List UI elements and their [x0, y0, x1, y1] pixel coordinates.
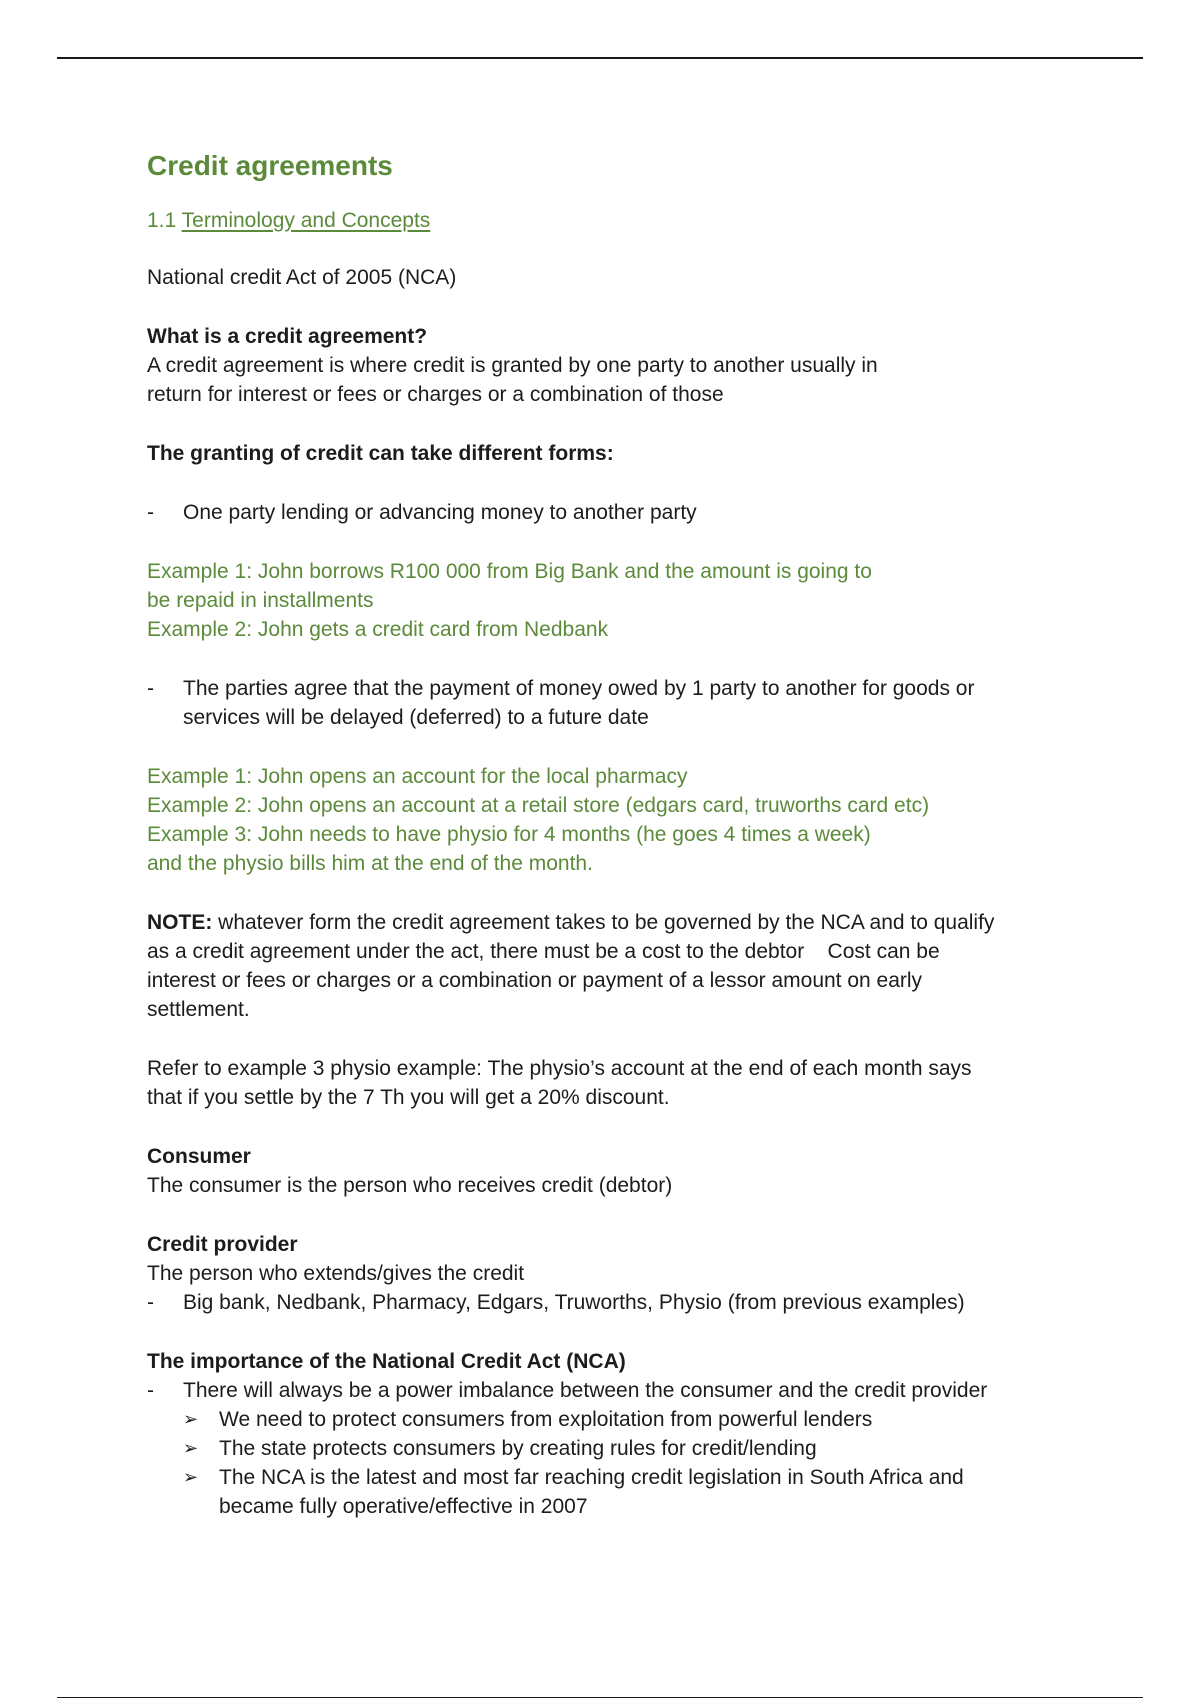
dash-marker: - [147, 1291, 154, 1314]
note-text: whatever form the credit agreement takes to be governed by the NCA and to qualify [212, 911, 995, 934]
example-line: be repaid in installments [147, 589, 374, 612]
subitem-text: became fully operative/effective in 2007 [219, 1495, 588, 1518]
section-title: Terminology and Concepts [181, 209, 431, 232]
importance-subitem [147, 1434, 1047, 1463]
consumer-block [147, 1142, 1047, 1200]
example-line: Example 3: John needs to have physio for 4 months (he goes 4 times a week) [147, 823, 871, 846]
note-line: interest or fees or charges or a combination or payment of a lessor amount on early [147, 969, 923, 992]
importance-block [147, 1347, 1047, 1521]
importance-subitem [147, 1463, 1047, 1521]
example-line: Example 1: John borrows R100 000 from Big Bank and the amount is going to [147, 560, 872, 583]
form2-examples [147, 762, 1047, 878]
document-page [147, 148, 1047, 1521]
form-item-text: services will be delayed (deferred) to a future date [183, 706, 649, 729]
example-line: Example 2: John opens an account at a retail store (edgars card, truworths card etc) [147, 794, 930, 817]
definition-block [147, 322, 1047, 409]
subitem-text: The NCA is the latest and most far reaching credit legislation in South Africa and [219, 1466, 964, 1489]
arrow-bullet-icon: ➢ [183, 1409, 199, 1429]
importance-item-text: There will always be a power imbalance between the consumer and the credit provider [183, 1379, 988, 1402]
footer-rule [57, 1697, 1143, 1698]
subitem-text: The state protects consumers by creating rules for credit/lending [219, 1437, 817, 1460]
arrow-bullet-icon: ➢ [183, 1467, 199, 1487]
page-title: Credit agreements [147, 150, 393, 181]
refer-line: that if you settle by the 7 Th you will get a 20% discount. [147, 1086, 670, 1109]
dash-marker: - [147, 501, 154, 524]
provider-block [147, 1230, 1047, 1317]
form-item-text: One party lending or advancing money to another party [183, 501, 697, 524]
note-line: as a credit agreement under the act, there must be a cost to the debtor Cost can be [147, 940, 940, 963]
header-rule [57, 57, 1143, 59]
section-heading [147, 206, 1047, 235]
note-block [147, 908, 1047, 1024]
note-line: settlement. [147, 998, 250, 1021]
importance-list-item [147, 1376, 1047, 1405]
example-line: Example 2: John gets a credit card from Nedbank [147, 618, 609, 641]
forms-heading: The granting of credit can take different forms: [147, 442, 614, 465]
provider-heading: Credit provider [147, 1233, 298, 1256]
arrow-bullet-icon: ➢ [183, 1438, 199, 1458]
note-line [147, 908, 1047, 937]
dash-marker: - [147, 677, 154, 700]
provider-text: The person who extends/gives the credit [147, 1262, 525, 1285]
subitem-text: We need to protect consumers from exploitation from powerful lenders [219, 1408, 873, 1431]
example-line: and the physio bills him at the end of the month. [147, 852, 593, 875]
importance-subitem [147, 1405, 1047, 1434]
provider-list-item [147, 1288, 1047, 1317]
act-line: National credit Act of 2005 (NCA) [147, 266, 457, 289]
section-number: 1.1 [147, 209, 177, 232]
definition-heading: What is a credit agreement? [147, 325, 428, 348]
form1-examples [147, 557, 1047, 644]
example-line: Example 1: John opens an account for the local pharmacy [147, 765, 688, 788]
definition-line: A credit agreement is where credit is granted by one party to another usually in [147, 354, 878, 377]
form-item-2 [147, 674, 1047, 732]
provider-item-text: Big bank, Nedbank, Pharmacy, Edgars, Truworths, Physio (from previous examples) [183, 1291, 965, 1314]
form-item-text: The parties agree that the payment of money owed by 1 party to another for goods or [183, 677, 975, 700]
note-label: NOTE: [147, 911, 213, 934]
refer-line: Refer to example 3 physio example: The physio’s account at the end of each month says [147, 1057, 972, 1080]
consumer-text: The consumer is the person who receives credit (debtor) [147, 1174, 673, 1197]
form-item-1 [147, 498, 1047, 527]
consumer-heading: Consumer [147, 1145, 251, 1168]
definition-line: return for interest or fees or charges or a combination of those [147, 383, 724, 406]
importance-heading: The importance of the National Credit Act (NCA) [147, 1350, 626, 1373]
refer-block [147, 1054, 1047, 1112]
dash-marker: - [147, 1379, 154, 1402]
